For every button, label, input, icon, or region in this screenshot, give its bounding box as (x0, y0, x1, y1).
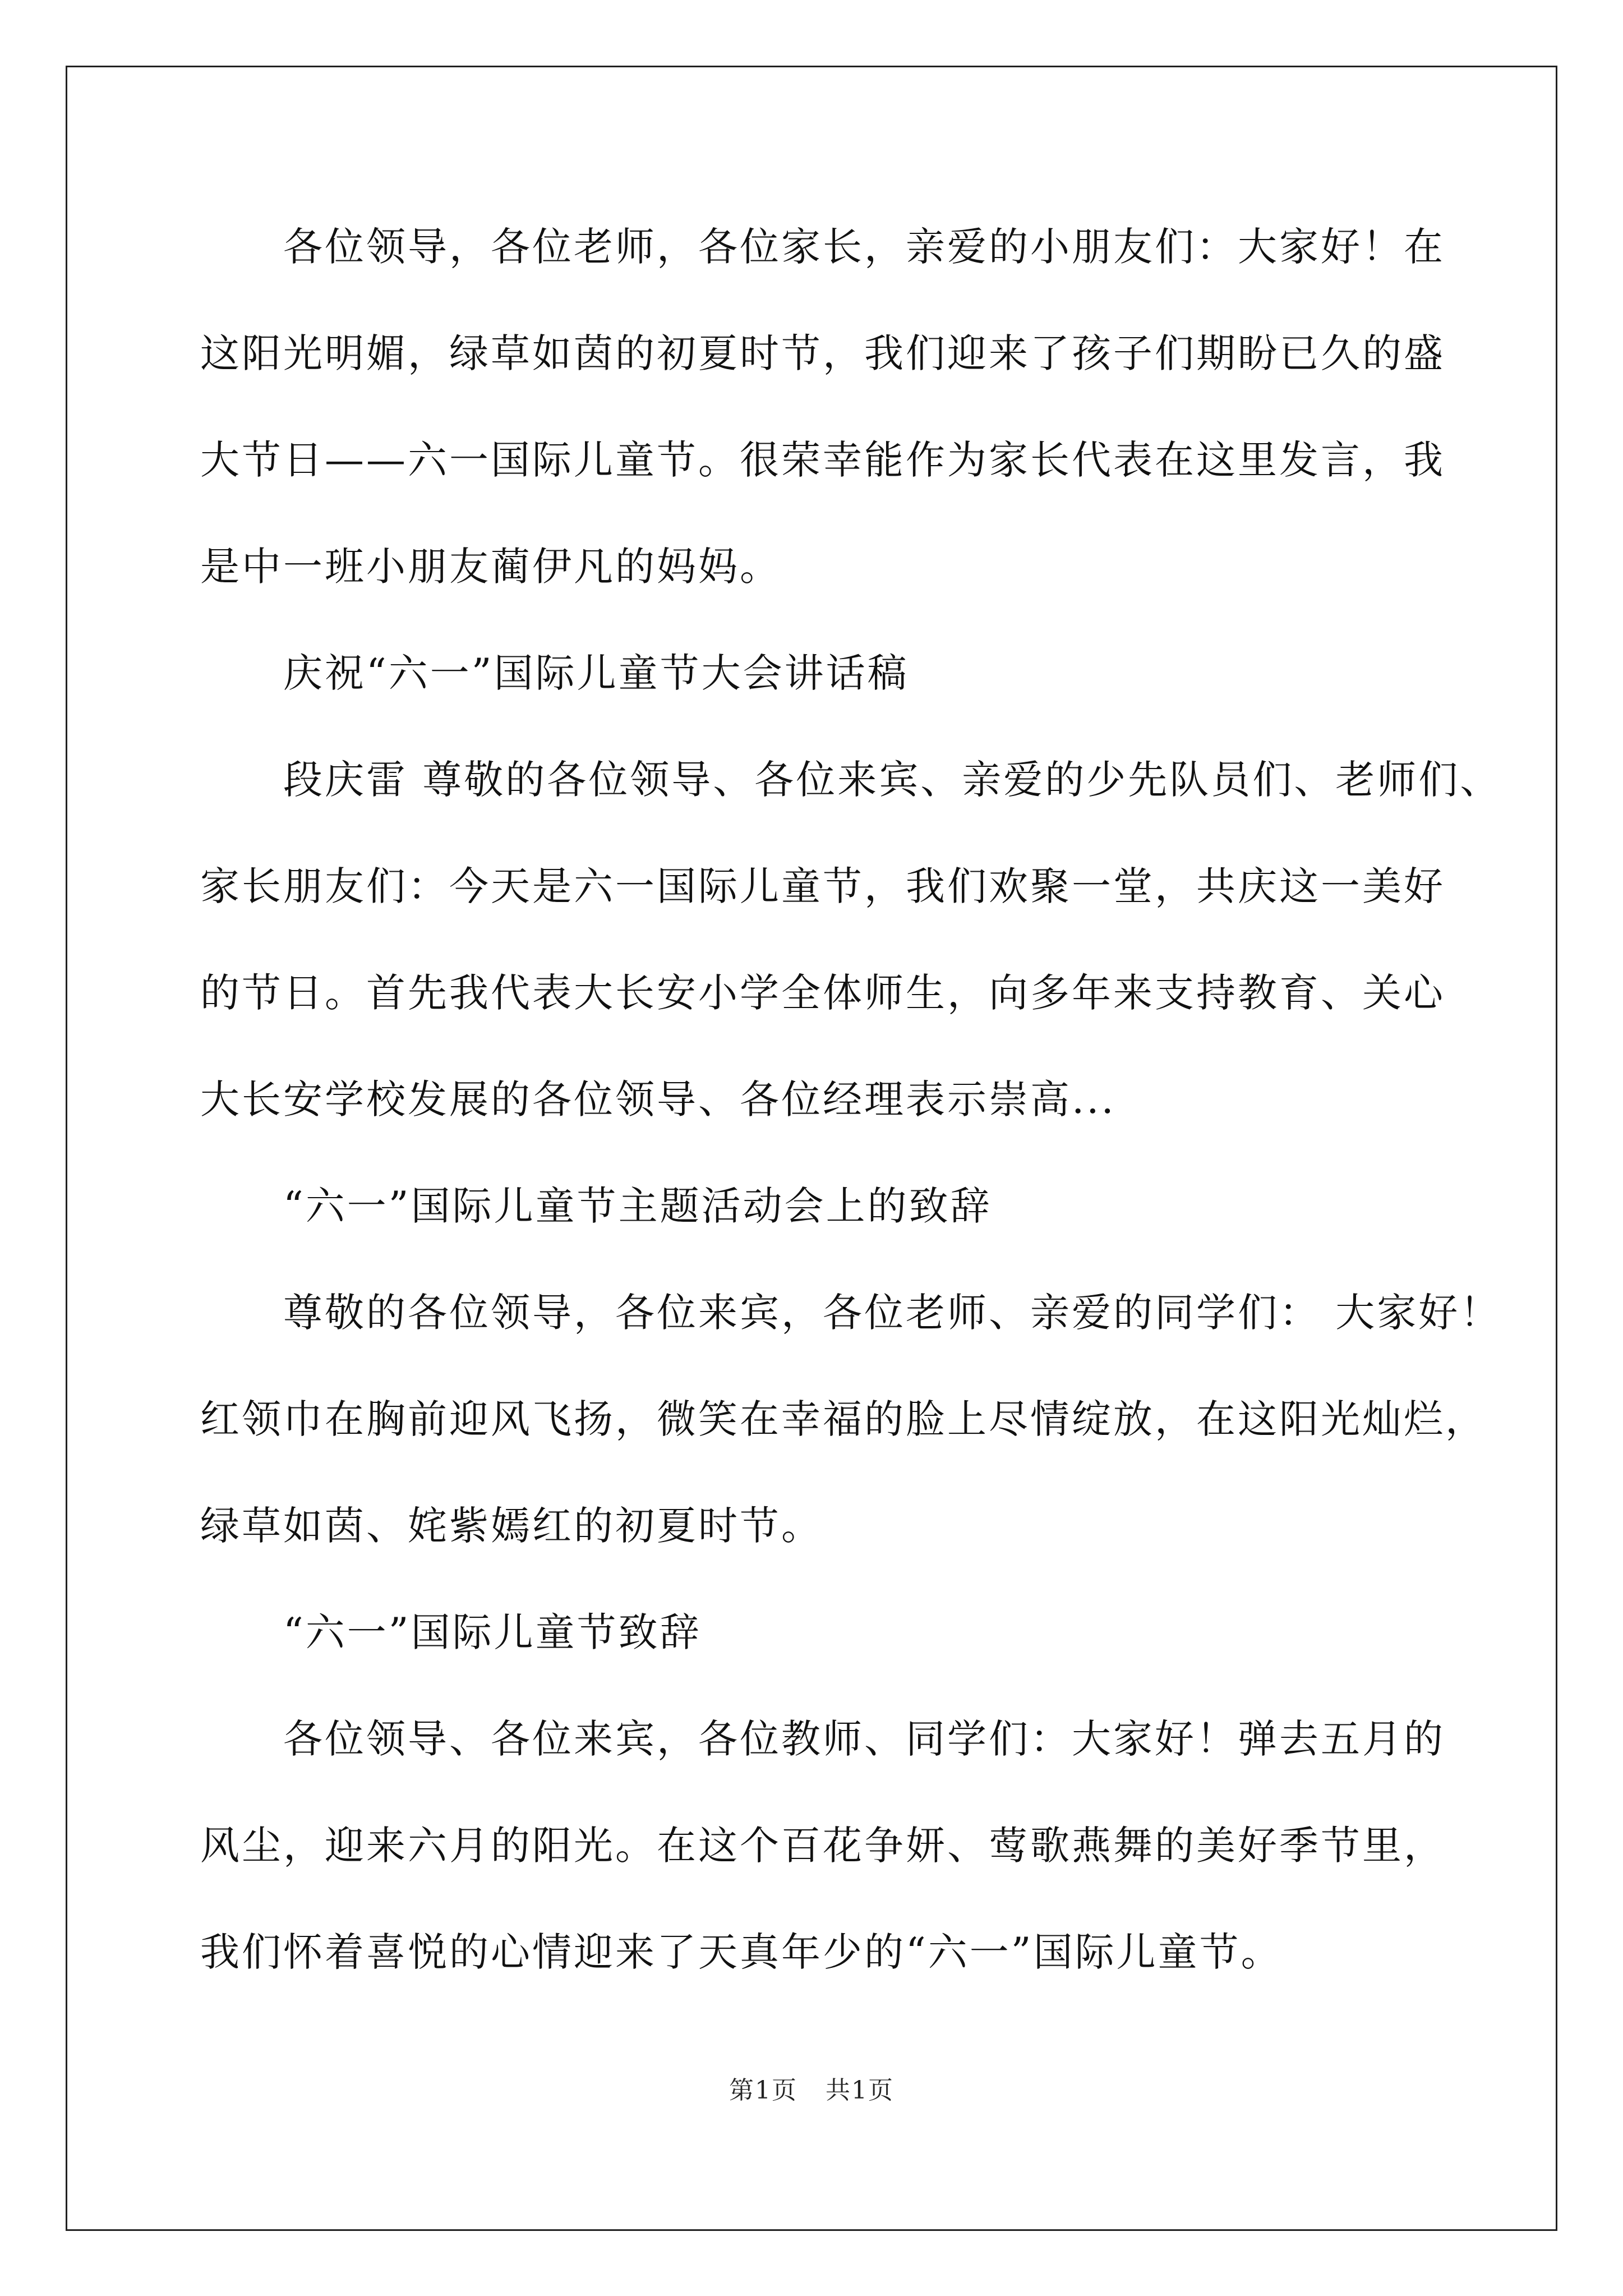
paragraph-line: 大长安学校发展的各位领导、各位经理表示崇高... (200, 1076, 1116, 1122)
page-number: 第1页 (729, 2076, 797, 2105)
section-heading: “六一”国际儿童节主题活动会上的致辞 (200, 1183, 992, 1229)
paragraph-line: 这阳光明媚，绿草如茵的初夏时节，我们迎来了孩子们期盼已久的盛 (200, 330, 1445, 376)
paragraph-line: 是中一班小朋友蔺伊凡的妈妈。 (200, 544, 781, 590)
paragraph-line: 绿草如茵、姹紫嫣红的初夏时节。 (200, 1503, 823, 1549)
paragraph-line: 各位领导、各位来宾，各位教师、同学们：大家好！弹去五月的 (200, 1716, 1445, 1762)
paragraph-line: 风尘，迎来六月的阳光。在这个百花争妍、莺歌燕舞的美好季节里， (200, 1823, 1445, 1869)
paragraph-line: 我们怀着喜悦的心情迎来了天真年少的“六一”国际儿童节。 (200, 1929, 1283, 1975)
paragraph-line: 尊敬的各位领导，各位来宾，各位老师、亲爱的同学们： 大家好！ (200, 1290, 1502, 1336)
paragraph-line: 大节日——六一国际儿童节。很荣幸能作为家长代表在这里发言，我 (200, 437, 1445, 483)
paragraph-line: 的节日。首先我代表大长安小学全体师生，向多年来支持教育、关心 (200, 970, 1445, 1016)
section-heading: 庆祝“六一”国际儿童节大会讲话稿 (200, 650, 909, 696)
paragraph-line: 各位领导，各位老师，各位家长，亲爱的小朋友们：大家好！在 (200, 224, 1445, 270)
paragraph-line: 红领巾在胸前迎风飞扬，微笑在幸福的脸上尽情绽放，在这阳光灿烂， (200, 1396, 1487, 1442)
section-heading: “六一”国际儿童节致辞 (200, 1609, 702, 1655)
paragraph-line: 家长朋友们：今天是六一国际儿童节，我们欢聚一堂，共庆这一美好 (200, 863, 1445, 909)
paragraph-line: 段庆雷 尊敬的各位领导、各位来宾、亲爱的少先队员们、老师们、 (200, 757, 1502, 803)
page-total: 共1页 (826, 2076, 894, 2105)
page-footer (0, 2070, 1623, 2106)
document-body (200, 194, 1502, 2005)
